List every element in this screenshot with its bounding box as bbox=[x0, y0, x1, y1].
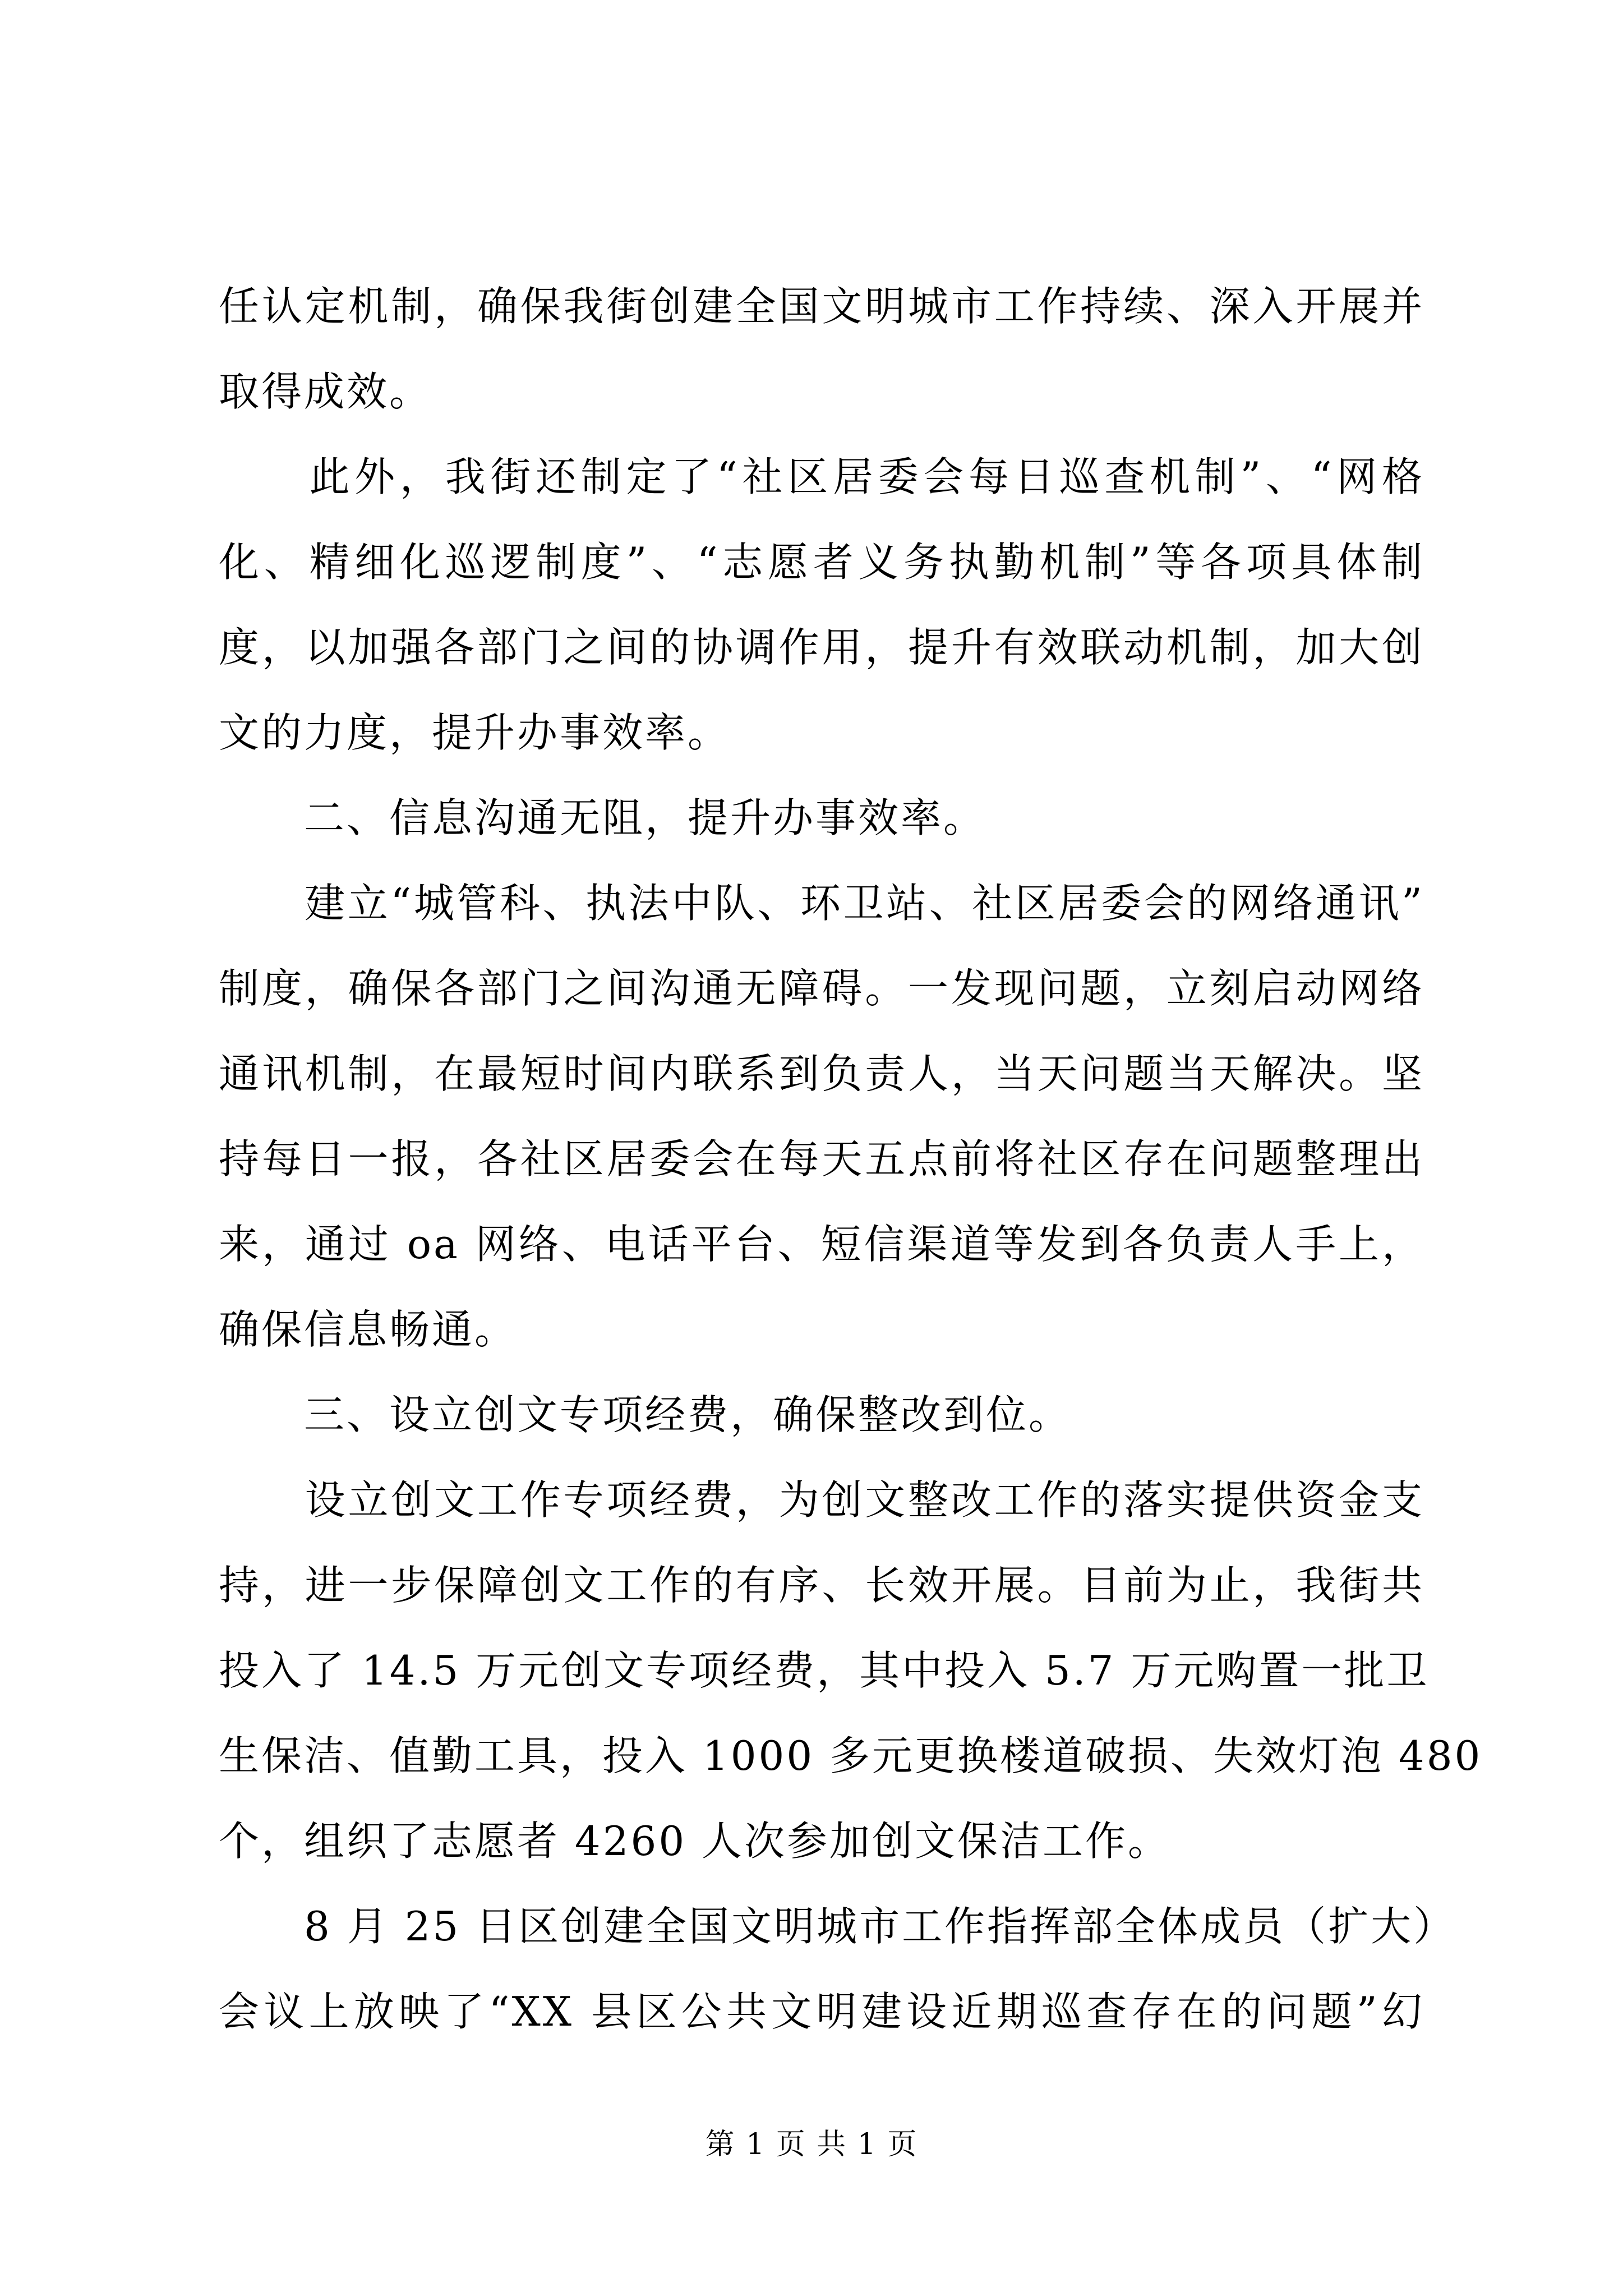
text-line: 制度，确保各部门之间沟通无障碍。一发现问题，立刻启动网络 bbox=[219, 965, 1424, 1012]
text-line: 文的力度，提升办事效率。 bbox=[219, 709, 731, 756]
text-line: 化、精细化巡逻制度”、“志愿者义务执勤机制”等各项具体制 bbox=[219, 539, 1424, 586]
text-line: 来，通过 oa 网络、电话平台、短信渠道等发到各负责人手上， bbox=[219, 1221, 1424, 1268]
text-line: 取得成效。 bbox=[219, 368, 432, 415]
section-heading: 二、信息沟通无阻，提升办事效率。 bbox=[219, 794, 986, 841]
text-line: 个，组织了志愿者 4260 人次参加创文保洁工作。 bbox=[219, 1818, 1171, 1865]
text-line: 设立创文工作专项经费，为创文整改工作的落实提供资金支 bbox=[219, 1476, 1424, 1524]
text-line: 投入了 14.5 万元创文专项经费，其中投入 5.7 万元购置一批卫 bbox=[219, 1647, 1430, 1694]
page-number-footer: 第 1 页 共 1 页 bbox=[705, 2128, 918, 2161]
text-line: 确保信息畅通。 bbox=[219, 1306, 518, 1353]
text-line: 通讯机制，在最短时间内联系到负责人，当天问题当天解决。坚 bbox=[219, 1050, 1424, 1097]
text-line: 建立“城管科、执法中队、环卫站、社区居委会的网络通讯” bbox=[219, 880, 1424, 927]
text-line: 任认定机制，确保我街创建全国文明城市工作持续、深入开展并 bbox=[219, 283, 1424, 330]
text-line: 持，进一步保障创文工作的有序、长效开展。目前为止，我街共 bbox=[219, 1562, 1424, 1609]
text-line: 生保洁、值勤工具，投入 1000 多元更换楼道破损、失效灯泡 480 bbox=[219, 1732, 1483, 1779]
text-line: 会议上放映了“XX 县区公共文明建设近期巡查存在的问题”幻 bbox=[219, 1988, 1424, 2035]
section-heading: 三、设立创文专项经费，确保整改到位。 bbox=[219, 1391, 1072, 1438]
text-line: 持每日一报，各社区居委会在每天五点前将社区存在问题整理出 bbox=[219, 1135, 1424, 1182]
text-line: 8 月 25 日区创建全国文明城市工作指挥部全体成员（扩大） bbox=[219, 1903, 1456, 1950]
text-line: 度，以加强各部门之间的协调作用，提升有效联动机制，加大创 bbox=[219, 624, 1424, 671]
text-line: 此外，我街还制定了“社区居委会每日巡查机制”、“网格 bbox=[219, 453, 1424, 500]
document-body bbox=[219, 264, 1483, 2054]
